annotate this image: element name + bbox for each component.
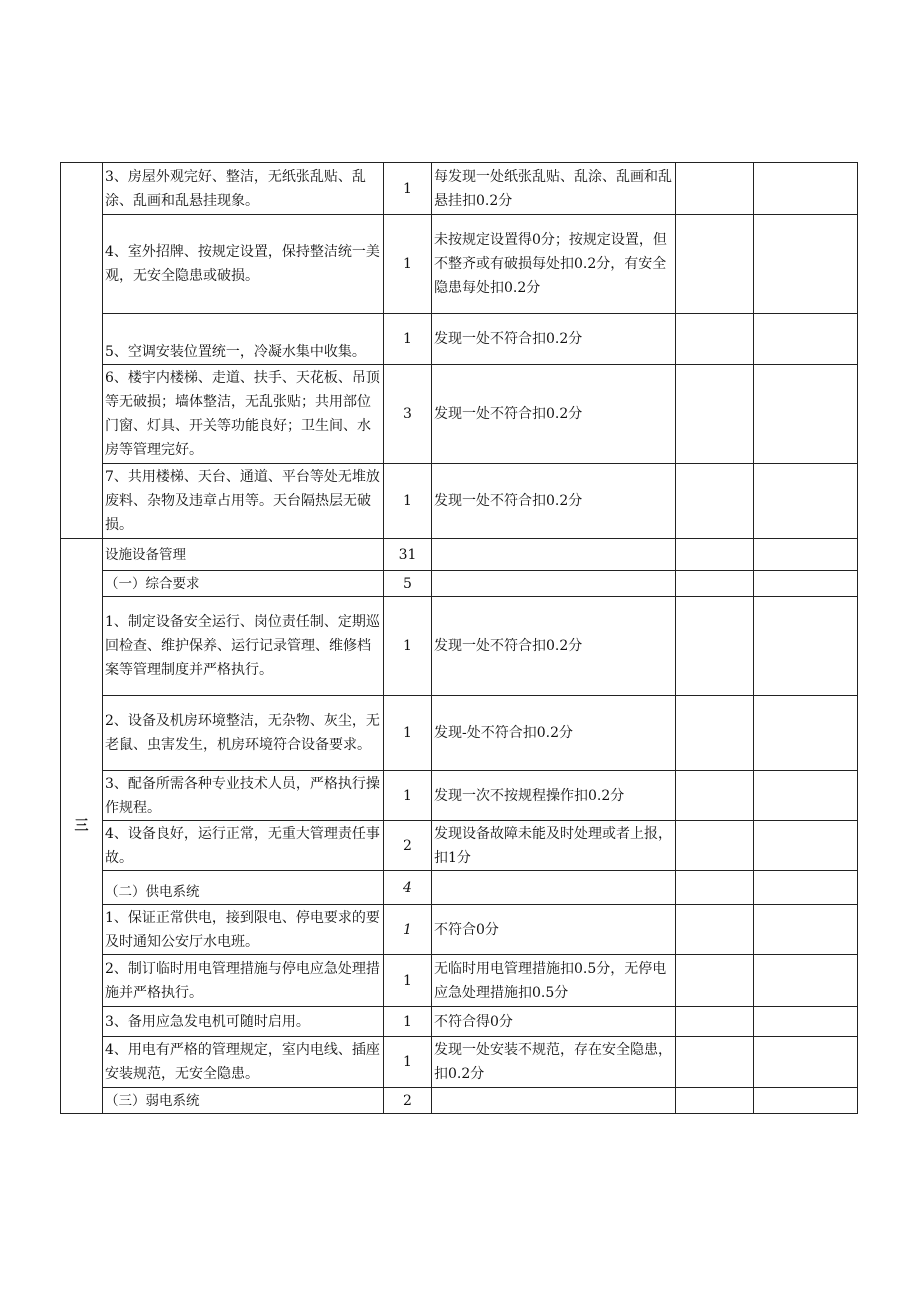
score-cell: 1 bbox=[384, 464, 432, 539]
empty-cell bbox=[676, 905, 754, 955]
empty-cell bbox=[754, 1088, 858, 1114]
empty-cell bbox=[754, 1007, 858, 1037]
empty-cell bbox=[754, 905, 858, 955]
item-cell: （一）综合要求 bbox=[103, 571, 384, 597]
empty-cell bbox=[754, 571, 858, 597]
empty-cell bbox=[676, 696, 754, 771]
empty-cell bbox=[676, 163, 754, 215]
standard-cell: 发现一处不符合扣0.2分 bbox=[432, 365, 676, 464]
table-row bbox=[61, 1007, 858, 1037]
empty-cell bbox=[754, 597, 858, 696]
score-cell: 2 bbox=[384, 1088, 432, 1114]
empty-cell bbox=[754, 215, 858, 314]
table-row bbox=[61, 955, 858, 1007]
item-cell: 1、制定设备安全运行、岗位责任制、定期巡回检查、维护保养、运行记录管理、维修档案等管理制度并严格执行。 bbox=[103, 597, 384, 696]
standard-cell: 未按规定设置得0分；按规定设置，但不整齐或有破损每处扣0.2分，有安全隐患每处扣0.2分 bbox=[432, 215, 676, 314]
standard-cell bbox=[432, 871, 676, 905]
table-row bbox=[61, 215, 858, 314]
empty-cell bbox=[754, 539, 858, 571]
table-row bbox=[61, 571, 858, 597]
empty-cell bbox=[676, 771, 754, 821]
empty-cell bbox=[676, 571, 754, 597]
score-cell: 31 bbox=[384, 539, 432, 571]
standard-cell bbox=[432, 539, 676, 571]
score-cell: 1 bbox=[384, 955, 432, 1007]
item-cell: 4、用电有严格的管理规定，室内电线、插座安装规范，无安全隐患。 bbox=[103, 1037, 384, 1088]
standard-cell: 不符合0分 bbox=[432, 905, 676, 955]
empty-cell bbox=[754, 871, 858, 905]
empty-cell bbox=[676, 871, 754, 905]
standard-cell bbox=[432, 571, 676, 597]
table-row bbox=[61, 597, 858, 696]
score-cell: 1 bbox=[384, 771, 432, 821]
empty-cell bbox=[754, 314, 858, 365]
table-row bbox=[61, 1037, 858, 1088]
empty-cell bbox=[676, 365, 754, 464]
section-label: 三 bbox=[61, 539, 103, 1114]
table-row bbox=[61, 871, 858, 905]
item-cell: 2、制订临时用电管理措施与停电应急处理措施并严格执行。 bbox=[103, 955, 384, 1007]
table-row bbox=[61, 163, 858, 215]
empty-cell bbox=[676, 597, 754, 696]
empty-cell bbox=[754, 163, 858, 215]
score-cell: 4 bbox=[384, 871, 432, 905]
score-cell: 3 bbox=[384, 365, 432, 464]
table-row bbox=[61, 464, 858, 539]
empty-cell bbox=[754, 821, 858, 871]
table-row bbox=[61, 365, 858, 464]
item-cell: 7、共用楼梯、天台、通道、平台等处无堆放废料、杂物及违章占用等。天台隔热层无破损。 bbox=[103, 464, 384, 539]
score-cell: 5 bbox=[384, 571, 432, 597]
score-cell: 1 bbox=[384, 1037, 432, 1088]
table-row bbox=[61, 539, 858, 571]
empty-cell bbox=[754, 365, 858, 464]
score-cell: 1 bbox=[384, 215, 432, 314]
standard-cell: 发现一次不按规程操作扣0.2分 bbox=[432, 771, 676, 821]
item-cell: 设施设备管理 bbox=[103, 539, 384, 571]
item-cell: （二）供电系统 bbox=[103, 871, 384, 905]
standard-cell bbox=[432, 1088, 676, 1114]
empty-cell bbox=[676, 955, 754, 1007]
empty-cell bbox=[754, 771, 858, 821]
item-cell: 5、空调安装位置统一，冷凝水集中收集。 bbox=[103, 314, 384, 365]
table-row bbox=[61, 696, 858, 771]
item-cell: 3、配备所需各种专业技术人员，严格执行操作规程。 bbox=[103, 771, 384, 821]
item-cell: 3、房屋外观完好、整洁，无纸张乱贴、乱涂、乱画和乱悬挂现象。 bbox=[103, 163, 384, 215]
score-cell: 1 bbox=[384, 1007, 432, 1037]
item-cell: 4、设备良好，运行正常，无重大管理责任事故。 bbox=[103, 821, 384, 871]
standard-cell: 发现一处不符合扣0.2分 bbox=[432, 314, 676, 365]
empty-cell bbox=[754, 955, 858, 1007]
section-cell-empty bbox=[61, 163, 103, 539]
score-cell: 2 bbox=[384, 821, 432, 871]
standard-cell: 发现一处不符合扣0.2分 bbox=[432, 597, 676, 696]
score-cell: 1 bbox=[384, 314, 432, 365]
empty-cell bbox=[754, 1037, 858, 1088]
standard-cell: 发现-处不符合扣0.2分 bbox=[432, 696, 676, 771]
score-cell: 1 bbox=[384, 163, 432, 215]
empty-cell bbox=[676, 539, 754, 571]
standard-cell: 不符合得0分 bbox=[432, 1007, 676, 1037]
empty-cell bbox=[676, 314, 754, 365]
table-row bbox=[61, 821, 858, 871]
table-row bbox=[61, 771, 858, 821]
item-cell: 1、保证正常供电，接到限电、停电要求的要及时通知公安厅水电班。 bbox=[103, 905, 384, 955]
empty-cell bbox=[676, 464, 754, 539]
standard-cell: 每发现一处纸张乱贴、乱涂、乱画和乱悬挂扣0.2分 bbox=[432, 163, 676, 215]
standard-cell: 无临时用电管理措施扣0.5分，无停电应急处理措施扣0.5分 bbox=[432, 955, 676, 1007]
evaluation-table bbox=[60, 162, 858, 1114]
item-cell: 6、楼宇内楼梯、走道、扶手、天花板、吊顶等无破损；墙体整洁，无乱张贴；共用部位门窗、灯具、开关等功能良好；卫生间、水房等管理完好。 bbox=[103, 365, 384, 464]
empty-cell bbox=[754, 696, 858, 771]
score-cell: 1 bbox=[384, 597, 432, 696]
score-cell: 1 bbox=[384, 905, 432, 955]
table-row bbox=[61, 1088, 858, 1114]
table-row bbox=[61, 905, 858, 955]
table-row bbox=[61, 314, 858, 365]
empty-cell bbox=[676, 215, 754, 314]
standard-cell: 发现设备故障未能及时处理或者上报，扣1分 bbox=[432, 821, 676, 871]
empty-cell bbox=[676, 1007, 754, 1037]
item-cell: 2、设备及机房环境整洁，无杂物、灰尘，无老鼠、虫害发生，机房环境符合设备要求。 bbox=[103, 696, 384, 771]
standard-cell: 发现一处安装不规范，存在安全隐患，扣0.2分 bbox=[432, 1037, 676, 1088]
item-cell: 3、备用应急发电机可随时启用。 bbox=[103, 1007, 384, 1037]
score-cell: 1 bbox=[384, 696, 432, 771]
item-cell: （三）弱电系统 bbox=[103, 1088, 384, 1114]
empty-cell bbox=[676, 1088, 754, 1114]
standard-cell: 发现一处不符合扣0.2分 bbox=[432, 464, 676, 539]
empty-cell bbox=[676, 821, 754, 871]
empty-cell bbox=[676, 1037, 754, 1088]
item-cell: 4、室外招牌、按规定设置，保持整洁统一美观，无安全隐患或破损。 bbox=[103, 215, 384, 314]
empty-cell bbox=[754, 464, 858, 539]
